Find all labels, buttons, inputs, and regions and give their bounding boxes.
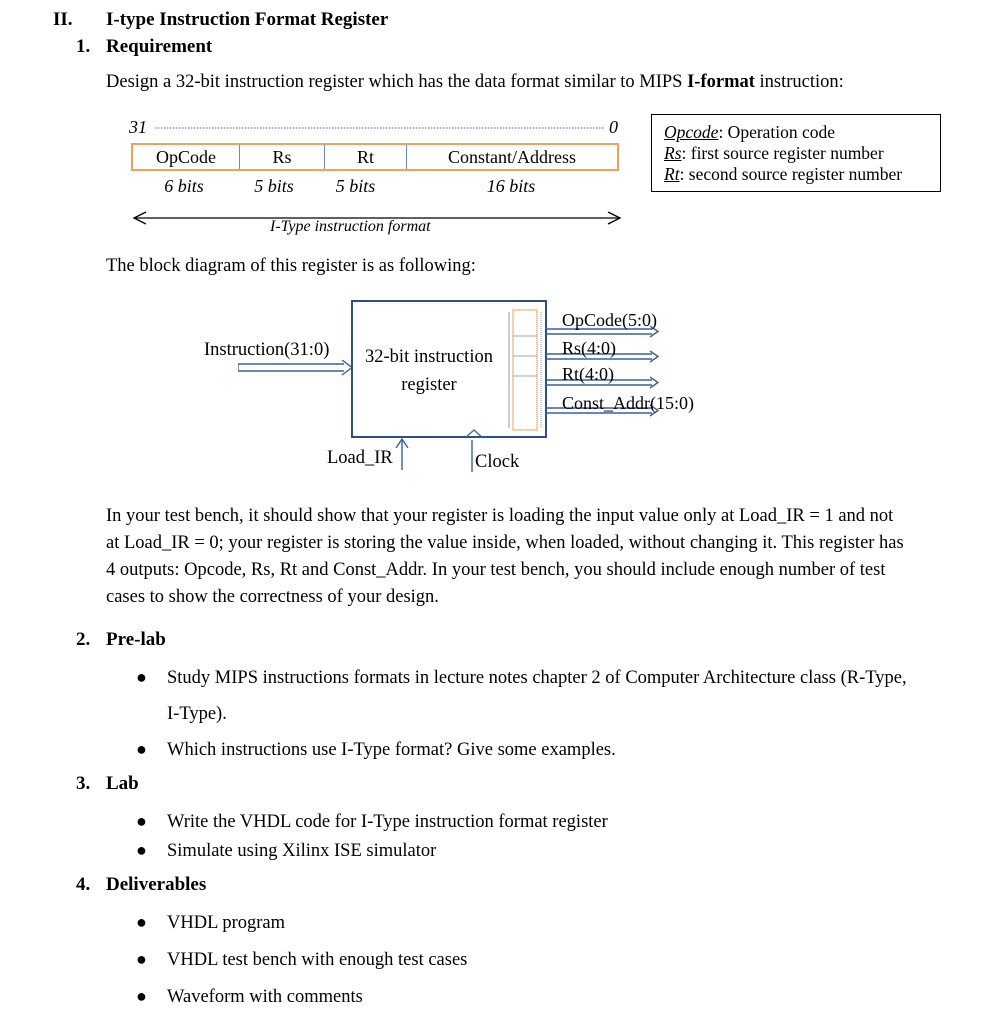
bit-range-dotted-line	[155, 126, 605, 130]
register-label-line2: register	[401, 375, 457, 395]
legend-opcode: Opcode: Operation code	[664, 122, 836, 142]
output-rs-label: Rs(4:0)	[562, 338, 616, 358]
description-line-1: In your test bench, it should show that your register is loading the input value only at Load_IR = 1 and not	[106, 506, 894, 526]
load-ir-arrow	[394, 436, 410, 472]
legend-rs: Rs: first source register number	[664, 143, 884, 163]
field-constant-address: Constant/Address	[448, 147, 576, 167]
output-constaddr-label: Const_Addr(15:0)	[562, 393, 694, 413]
prelab-title: Pre-lab	[106, 629, 166, 650]
register-label-line1: 32-bit instruction	[365, 347, 493, 367]
deliverables-number: 4.	[76, 874, 91, 895]
field-opcode: OpCode	[133, 145, 240, 169]
prelab-item-2: Which instructions use I-Type format? Give some examples.	[167, 740, 616, 760]
lab-bullet-1: ●	[136, 811, 147, 831]
description-line-2: at Load_IR = 0; your register is storing the value inside, when loaded, without changing it. This register has	[106, 533, 904, 553]
field-rt: Rt	[325, 145, 407, 169]
register-block	[351, 300, 547, 438]
lab-bullet-2: ●	[136, 840, 147, 860]
description-line-3: 4 outputs: Opcode, Rs, Rt and Const_Addr. In your test bench, you should include enough number of test	[106, 560, 886, 580]
lab-item-1: Write the VHDL code for I-Type instruction format register	[167, 812, 608, 832]
description-line-4: cases to show the correctness of your design.	[106, 587, 439, 607]
legend-rt: Rt: second source register number	[664, 164, 903, 184]
deliverables-item-2: VHDL test bench with enough test cases	[167, 950, 468, 970]
requirement-title: Requirement	[106, 36, 213, 57]
bit-high-label: 31	[129, 117, 147, 137]
deliverables-title: Deliverables	[106, 874, 207, 895]
instruction-format-box	[131, 143, 619, 171]
format-caption: I-Type instruction format	[270, 218, 431, 235]
prelab-bullet-1: ●	[136, 667, 147, 687]
field-rs-bits: 5 bits	[254, 176, 294, 196]
requirement-intro: Design a 32-bit instruction register which has the data format similar to MIPS I-format instruction:	[106, 72, 844, 92]
field-legend	[651, 114, 941, 192]
section-number: II.	[53, 9, 73, 30]
deliverables-bullet-1: ●	[136, 912, 147, 932]
section-title: I-type Instruction Format Register	[106, 9, 389, 30]
lab-number: 3.	[76, 773, 91, 794]
mini-format-icon	[505, 306, 545, 434]
field-constant-bits: 16 bits	[486, 176, 536, 196]
output-rt-label: Rt(4:0)	[562, 364, 614, 384]
lab-item-2: Simulate using Xilinx ISE simulator	[167, 841, 437, 861]
output-opcode-label: OpCode(5:0)	[562, 310, 657, 330]
deliverables-item-3: Waveform with comments	[167, 987, 363, 1007]
prelab-number: 2.	[76, 629, 91, 650]
clock-label: Clock	[475, 452, 520, 472]
field-rt-bits: 5 bits	[335, 176, 376, 196]
lab-title: Lab	[106, 773, 139, 794]
input-bus-arrow	[238, 360, 354, 376]
prelab-item-1: Study MIPS instructions formats in lecture notes chapter 2 of Computer Architecture class (R-Type,	[167, 668, 907, 688]
deliverables-bullet-3: ●	[136, 986, 147, 1006]
prelab-item-1-cont: I-Type).	[167, 704, 227, 724]
field-opcode-bits: 6 bits	[164, 176, 204, 196]
deliverables-bullet-2: ●	[136, 949, 147, 969]
prelab-bullet-2: ●	[136, 739, 147, 759]
load-ir-label: Load_IR	[327, 448, 393, 468]
requirement-number: 1.	[76, 36, 91, 57]
block-diagram-intro: The block diagram of this register is as following:	[106, 256, 476, 276]
bit-low-label: 0	[609, 117, 618, 137]
input-label: Instruction(31:0)	[204, 340, 330, 360]
deliverables-item-1: VHDL program	[167, 913, 285, 933]
field-rs: Rs	[240, 145, 325, 169]
